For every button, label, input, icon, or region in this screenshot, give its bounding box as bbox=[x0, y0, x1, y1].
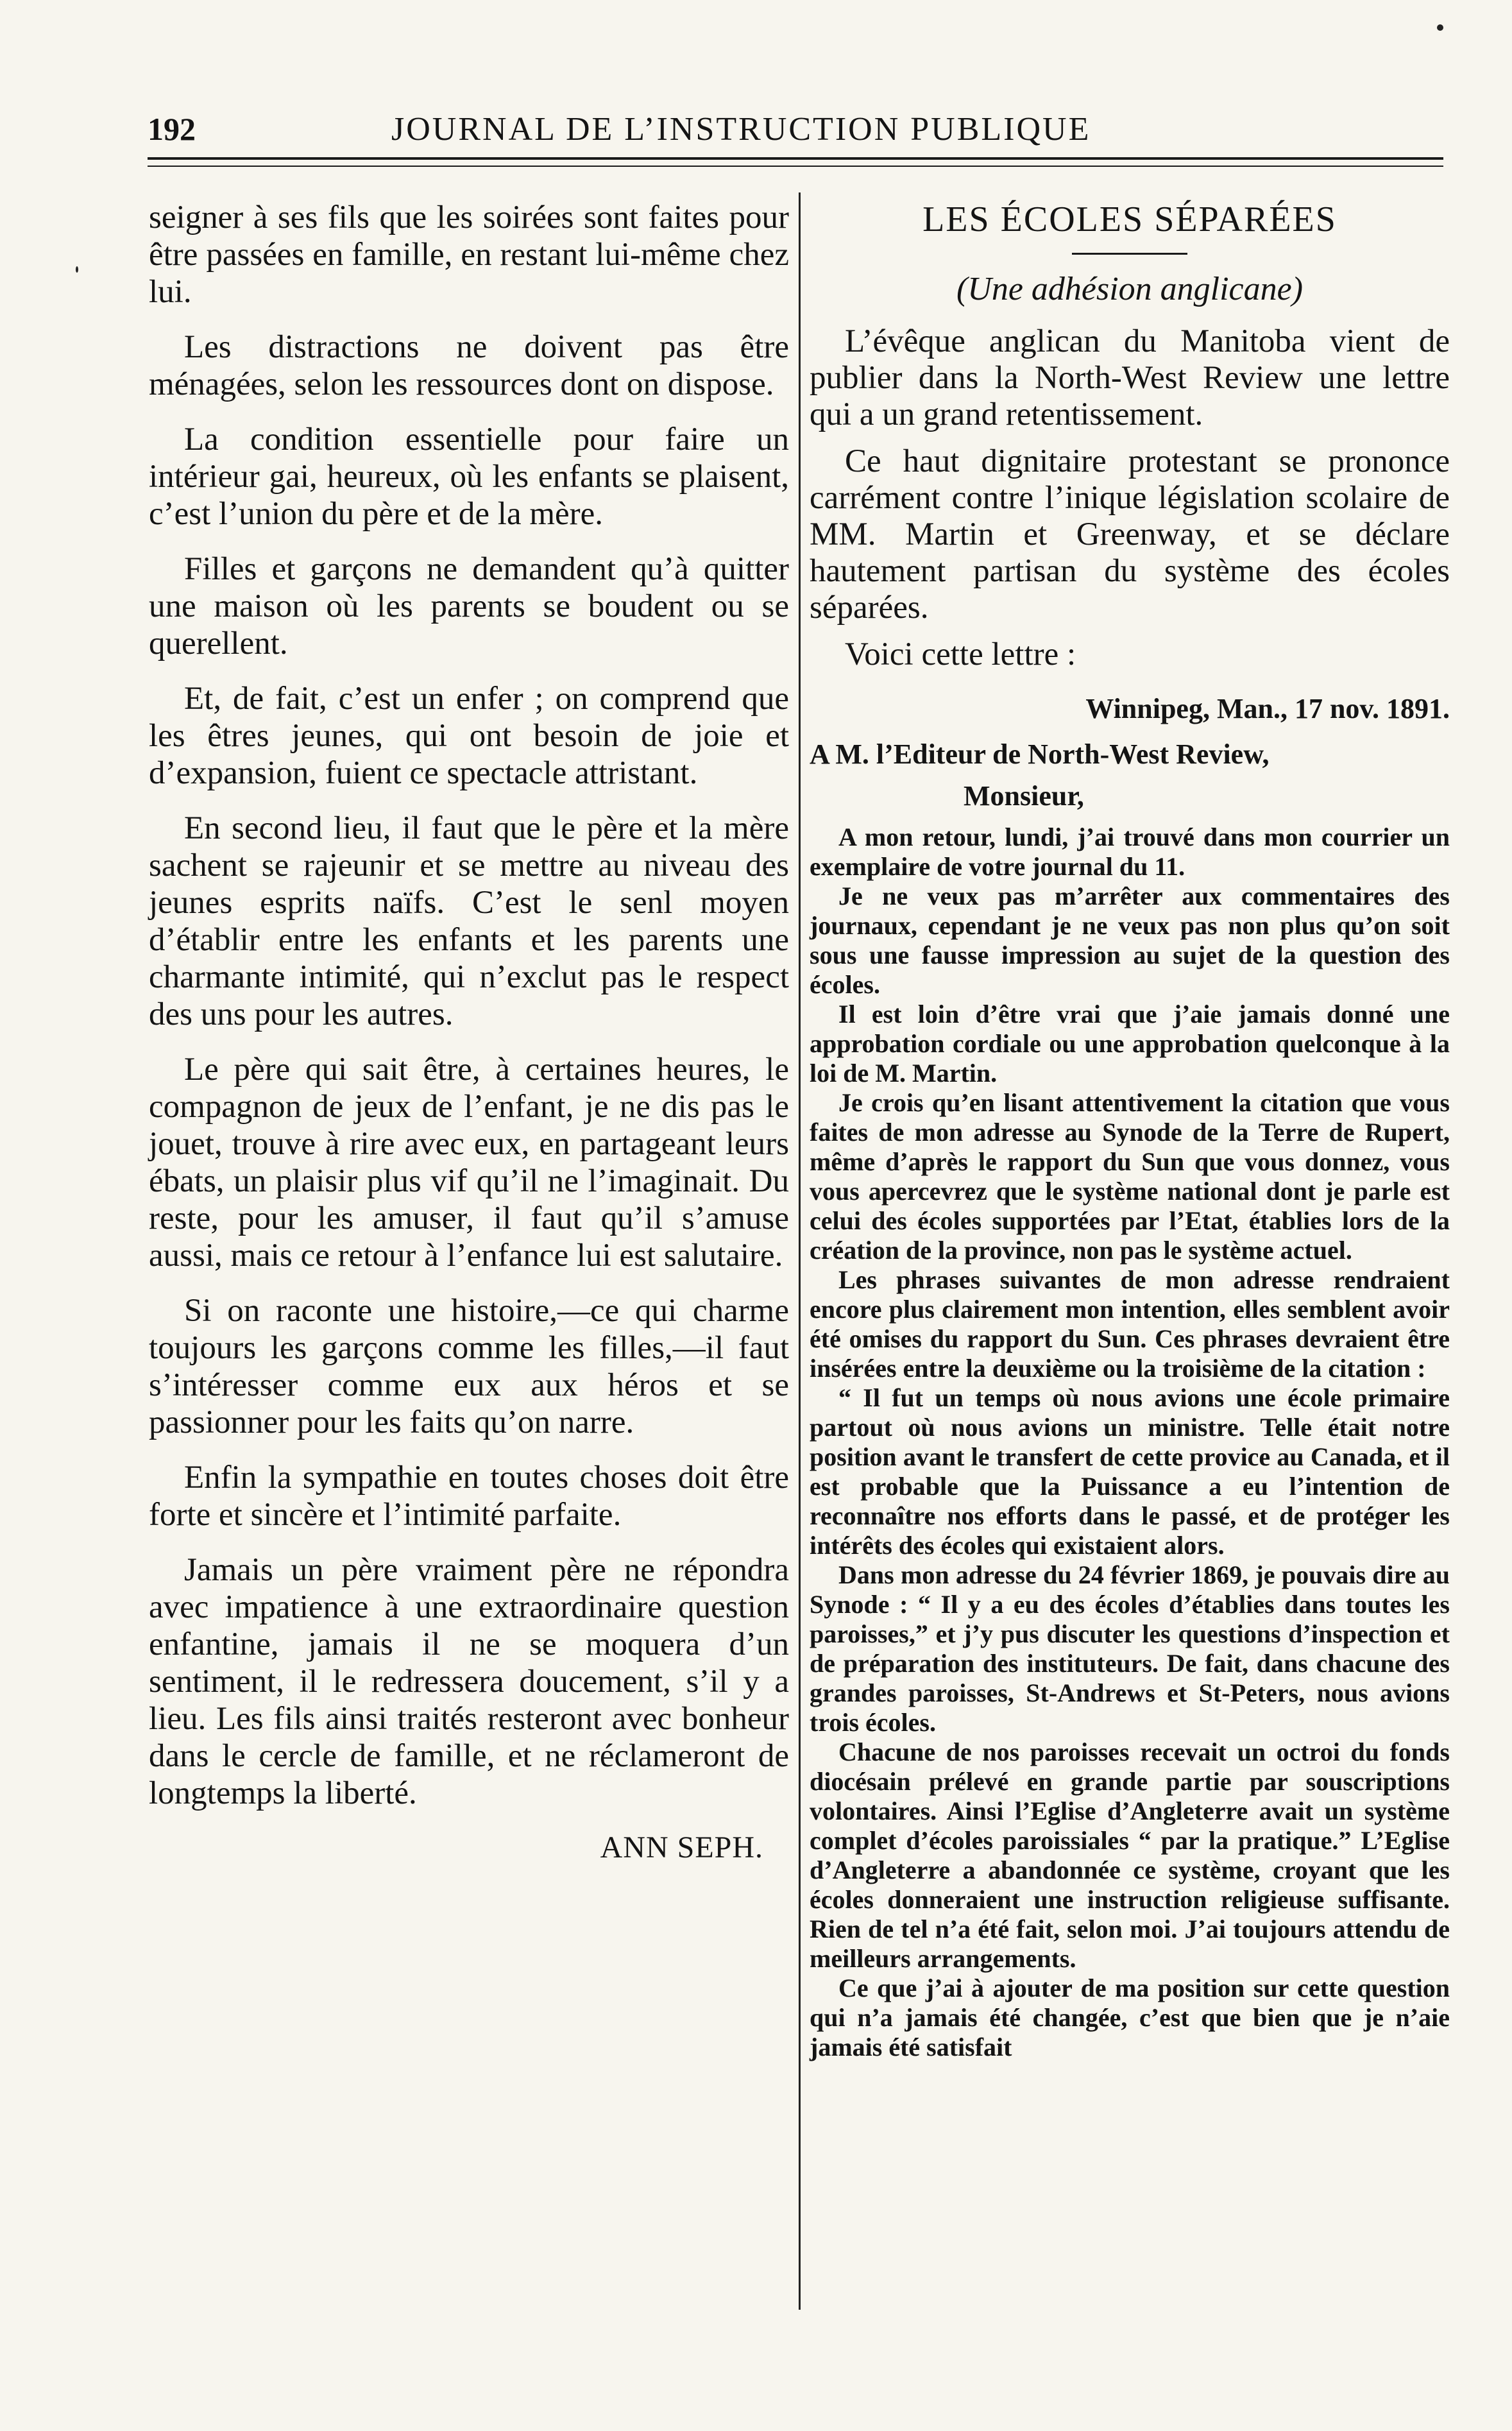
letter-addressee: A M. l’Editeur de North-West Review, bbox=[810, 738, 1270, 770]
ink-speck bbox=[76, 266, 78, 273]
header-rule-thick bbox=[148, 157, 1443, 160]
letter-paragraph: Ce que j’ai à ajouter de ma position sur cette question qui n’a jamais été changée, c’est que bien que je n’aie jamais été satisfait bbox=[810, 1974, 1450, 2061]
paragraph: Jamais un père vraiment père ne répondra avec impatience à une extraordinaire question enfantine, jamais il ne se moquera d’un sentiment, il le redressera doucement, s’il y a lieu. Les fils ainsi traités resteront avec bonheur dans le cercle de famille, et ne réclameront de longtemps la liberté. bbox=[149, 1552, 789, 1811]
letter-paragraph: Je ne veux pas m’arrêter aux commentaires des journaux, cependant je ne veux pas non plus qu’on soit sous une fausse impression au sujet de la question des écoles. bbox=[810, 882, 1450, 999]
ink-speck bbox=[1437, 24, 1443, 31]
paragraph: Les distractions ne doivent pas être ménagées, selon les ressources dont on dispose. bbox=[149, 329, 789, 402]
paragraph: La condition essentielle pour faire un intérieur gai, heureux, où les enfants se plaisent, c’est l’union du père et de la mère. bbox=[149, 422, 789, 532]
right-column bbox=[810, 192, 1450, 2062]
letter-paragraph: Chacune de nos paroisses recevait un octroi du fonds diocésain prélevé en grande partie par souscriptions volontaires. Ainsi l’Eglise d’Angleterre avait un système complet d’écoles paroissiales “ par la pratique.” L’Eglise d’Angleterre a abandonnée ce système, croyant que les écoles donneraient une instruction religieuse suffisante. Rien de tel n’a été fait, selon moi. J’ai toujours attendu de meilleurs arrangements. bbox=[810, 1737, 1450, 1973]
paragraph: En second lieu, il faut que le père et la mère sachent se rajeunir et se mettre au niveau des jeunes esprits naïfs. C’est le senl moyen d’établir entre les enfants et les parents une charmante intimité, qui n’exclut pas le respect des uns pour les autres. bbox=[149, 810, 789, 1032]
page-number: 192 bbox=[148, 111, 196, 147]
letter-paragraph: Je crois qu’en lisant attentivement la citation que vous faites de mon adresse au Synode de la Terre de Rupert, même d’après le rapport du Sun que vous donnez, vous vous apercevrez que le système national dont je parle est celui des écoles supportées par l’Etat, établies lors de la création de la province, non pas le système actuel. bbox=[810, 1088, 1450, 1265]
letter-paragraph: Il est loin d’être vrai que j’aie jamais donné une approbation cordiale ou une approbation quelconque à la loi de M. Martin. bbox=[810, 1000, 1450, 1088]
letter-paragraph: Dans mon adresse du 24 février 1869, je pouvais dire au Synode : “ Il y a eu des écoles d’établies dans toutes les paroisses,” et j’y pus discuter les questions d’inspection et de préparation des instituteurs. De fait, dans chacune des grandes paroisses, St-Andrews et St-Peters, nous avions trois écoles. bbox=[810, 1560, 1450, 1737]
column-divider bbox=[799, 192, 801, 2310]
letter-salutation: Monsieur, bbox=[964, 780, 1084, 812]
header-rule-thin bbox=[148, 166, 1443, 167]
article-subtitle: (Une adhésion anglicane) bbox=[956, 271, 1304, 307]
left-column bbox=[149, 199, 789, 1865]
paragraph: Et, de fait, c’est un enfer ; on comprend que les êtres jeunes, qui ont besoin de joie et d’expansion, fuient ce spectacle attristant. bbox=[149, 681, 789, 791]
paragraph: Si on raconte une histoire,—ce qui charme toujours les garçons comme les filles,—il faut s’intéresser comme eux aux héros et se passionner pour les faits qu’on narre. bbox=[149, 1293, 789, 1440]
intro-paragraph: Ce haut dignitaire protestant se prononce carrément contre l’inique législation scolaire de MM. Martin et Greenway, et se déclare hautement partisan du système des écoles séparées. bbox=[810, 443, 1450, 626]
running-title: JOURNAL DE L’INSTRUCTION PUBLIQUE bbox=[391, 111, 1091, 148]
page-header bbox=[148, 96, 1443, 160]
author-signature: ANN SEPH. bbox=[600, 1830, 763, 1864]
article-title: LES ÉCOLES SÉPARÉES bbox=[922, 200, 1337, 239]
paragraph: seigner à ses fils que les soirées sont faites pour être passées en famille, en restant lui-même chez lui. bbox=[149, 200, 789, 310]
paragraph: Filles et garçons ne demandent qu’à quitter une maison où les parents se boudent ou se querellent. bbox=[149, 551, 789, 661]
title-rule bbox=[1072, 253, 1187, 255]
letter-place-date: Winnipeg, Man., 17 nov. 1891. bbox=[1085, 693, 1450, 724]
letter-paragraph: Les phrases suivantes de mon adresse rendraient encore plus clairement mon intention, elles semblent avoir été omises du rapport du Sun. Ces phrases devraient être insérées entre la deuxième ou la troisième de la citation : bbox=[810, 1265, 1450, 1383]
paragraph: Enfin la sympathie en toutes choses doit être forte et sincère et l’intimité parfaite. bbox=[149, 1460, 789, 1533]
paragraph: Le père qui sait être, à certaines heures, le compagnon de jeux de l’enfant, je ne dis pas le jouet, trouve à rire avec eux, en partageant leurs ébats, un plaisir plus vif qu’il ne l’imaginait. Du reste, pour les amuser, il faut qu’il s’amuse aussi, mais ce retour à l’enfance lui est salutaire. bbox=[149, 1052, 789, 1274]
letter-paragraph: “ Il fut un temps où nous avions une école primaire partout où nous avions un ministre. Telle était notre position avant le transfert de cette provice au Canada, et il est probable que la Puissance a eu l’intention de reconnaître nos efforts dans le passé, et de protéger les intérêts des écoles qui existaient alors. bbox=[810, 1383, 1450, 1560]
intro-paragraph: Voici cette lettre : bbox=[845, 636, 1076, 672]
intro-paragraph: L’évêque anglican du Manitoba vient de publier dans la North-West Review une lettre qui a un grand retentissement. bbox=[810, 323, 1450, 432]
letter-paragraph: A mon retour, lundi, j’ai trouvé dans mon courrier un exemplaire de votre journal du 11. bbox=[810, 823, 1450, 881]
